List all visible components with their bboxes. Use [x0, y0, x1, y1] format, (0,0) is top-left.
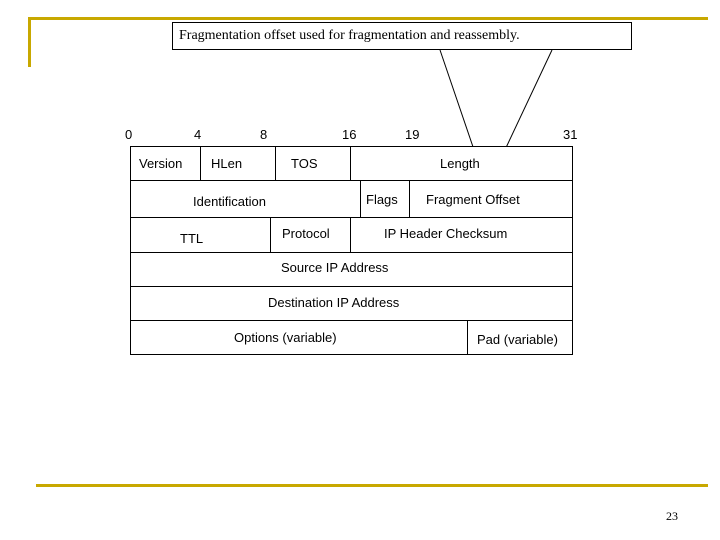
bit-position-0: 0: [125, 127, 133, 142]
length-label: Length: [440, 156, 480, 171]
pad-label: Pad (variable): [477, 332, 558, 347]
protocol-label: Protocol: [282, 226, 330, 241]
identification-label: Identification: [193, 194, 266, 209]
checksum-label: IP Header Checksum: [384, 226, 508, 241]
flags-label: Flags: [366, 192, 398, 207]
hlen-label: HLen: [211, 156, 243, 171]
fragment-offset-label: Fragment Offset: [426, 192, 520, 207]
bit-position-8: 8: [260, 127, 268, 142]
bit-position-19: 19: [405, 127, 420, 142]
callout-text: Fragmentation offset used for fragmentation and reassembly.: [179, 28, 520, 43]
bit-position-16: 16: [342, 127, 357, 142]
ttl-label: TTL: [180, 231, 204, 246]
source-address-label: Source IP Address: [281, 260, 389, 275]
destination-address-label: Destination IP Address: [268, 295, 400, 310]
bit-position-4: 4: [194, 127, 202, 142]
page-number: 23: [666, 509, 678, 523]
tos-label: TOS: [291, 156, 318, 171]
options-label: Options (variable): [234, 330, 337, 345]
version-label: Version: [139, 156, 183, 171]
bit-position-31: 31: [563, 127, 578, 142]
